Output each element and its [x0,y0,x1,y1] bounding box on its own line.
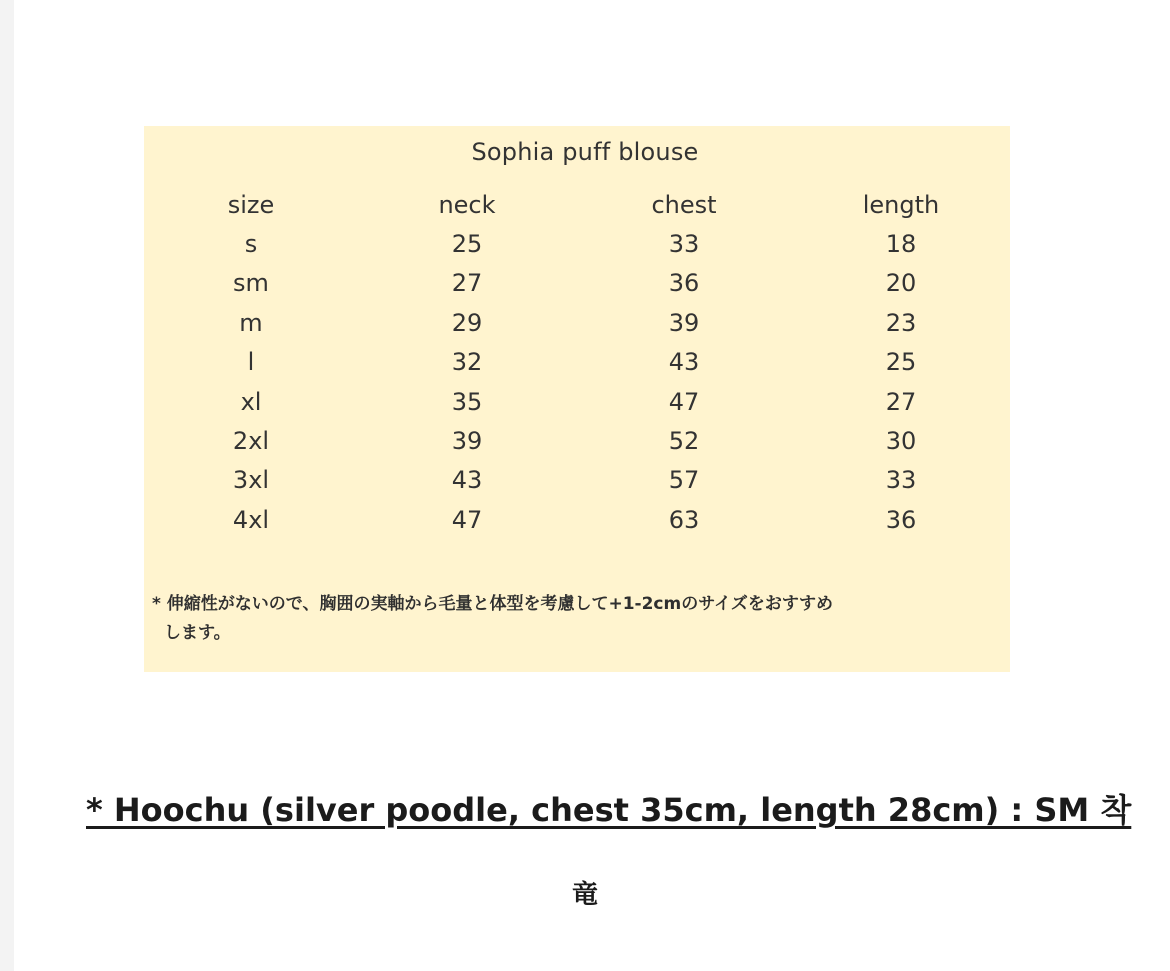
cell-length: 20 [885,269,917,298]
table-row [144,500,1010,539]
cell-neck: 27 [451,269,483,298]
size-advice-line-1: * 伸縮性がないので、胸囲の実軸から毛量と体型を考慮して+1-2cmのサイズをおすすめ [152,594,834,614]
cell-length: 36 [885,505,917,534]
cell-chest: 36 [668,269,700,298]
cell-length: 23 [885,308,917,337]
size-table [144,185,1010,540]
cell-chest: 43 [668,348,700,377]
table-row [144,421,1010,460]
table-row [144,303,1010,342]
cell-neck: 25 [451,230,483,259]
cell-neck: 29 [451,308,483,337]
table-row [144,264,1010,303]
cell-chest: 33 [668,230,700,259]
model-fit-note-tail: 竜 [571,880,598,910]
table-row [144,461,1010,500]
table-row [144,382,1010,421]
cell-chest: 63 [668,505,700,534]
table-row [144,343,1010,382]
cell-size: 4xl [232,505,270,534]
column-header-length: length [862,190,940,219]
cell-neck: 35 [451,387,483,416]
cell-length: 18 [885,230,917,259]
column-header-neck: neck [438,190,496,219]
cell-size: 3xl [232,466,270,495]
size-advice-note [152,590,972,648]
cell-neck: 32 [451,348,483,377]
cell-length: 27 [885,387,917,416]
cell-chest: 52 [668,427,700,456]
size-advice-line-2: します。 [164,623,231,643]
cell-chest: 57 [668,466,700,495]
cell-neck: 39 [451,427,483,456]
size-chart-title: Sophia puff blouse [471,138,699,166]
cell-size: l [247,348,255,377]
cell-size: m [239,308,263,337]
table-row [144,224,1010,263]
cell-size: s [244,230,258,259]
column-header-chest: chest [651,190,717,219]
cell-size: 2xl [232,427,270,456]
cell-size: sm [233,269,269,298]
column-header-size: size [227,190,275,219]
cell-chest: 39 [668,308,700,337]
table-header-row [144,185,1010,224]
cell-length: 25 [885,348,917,377]
cell-length: 33 [885,466,917,495]
model-fit-note: * Hoochu (silver poodle, chest 35cm, length 28cm) : SM 착 [86,791,1132,829]
cell-chest: 47 [668,387,700,416]
cell-neck: 47 [451,505,483,534]
cell-neck: 43 [451,466,483,495]
cell-size: xl [240,387,262,416]
cell-length: 30 [885,427,917,456]
